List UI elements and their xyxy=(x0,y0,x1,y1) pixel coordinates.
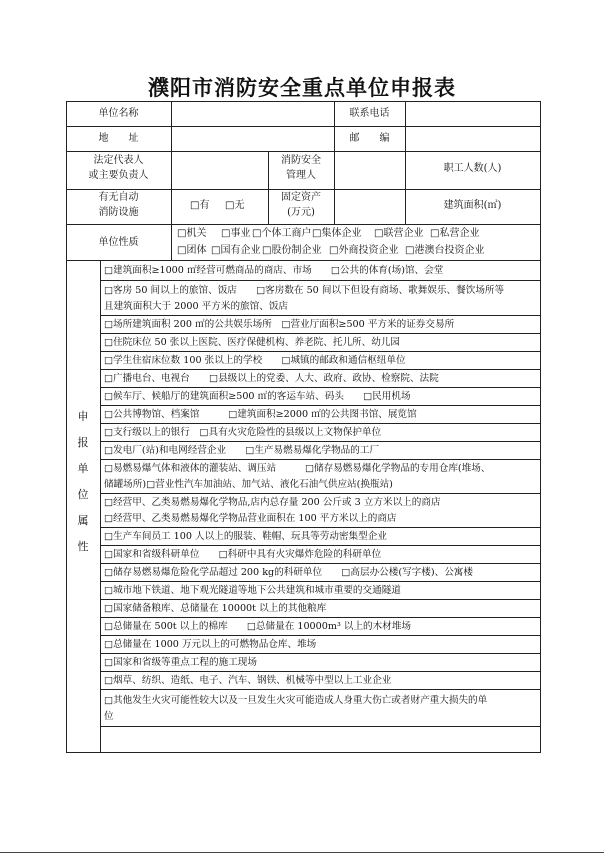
attributes-label-char: 性 xyxy=(77,540,89,553)
unit-nature-option[interactable]: □个体工商户 xyxy=(252,228,312,239)
address-label: 地 址 xyxy=(98,133,139,144)
attribute-option[interactable]: □发电厂(站)和电网经营企业 □生产易燃易爆化学物品的工厂 xyxy=(104,445,380,456)
attribute-option[interactable]: □生产车间员工 100 人以上的服装、鞋帽、玩具等劳动密集型企业 xyxy=(104,531,387,542)
auto-fire-label-2: 消防设施 xyxy=(98,207,139,218)
unit-nature-option[interactable]: □外商投资企业 xyxy=(329,245,399,256)
attributes-label-char: 位 xyxy=(77,488,89,501)
table-row-border xyxy=(66,189,541,190)
attribute-option[interactable]: □总储量在 1000 万元以上的可燃物品仓库、堆场 xyxy=(104,639,317,650)
attribute-row-border xyxy=(100,315,541,316)
attribute-option[interactable]: □候车厅、候船厅的建筑面积≥500 ㎡的客运车站、码头 □民用机场 xyxy=(104,391,411,402)
table-right-border xyxy=(540,101,541,753)
attribute-option[interactable]: □总储量在 500t 以上的棉库 □总储量在 10000m³ 以上的木材堆场 xyxy=(104,621,412,632)
attributes-section-label xyxy=(66,408,100,564)
attribute-row-border xyxy=(100,280,541,281)
legal-rep-field[interactable] xyxy=(172,152,267,188)
attribute-option[interactable]: 且建筑面积大于 2000 平方米的旅馆、饭店 xyxy=(104,301,289,312)
attribute-row-border xyxy=(100,369,541,370)
attribute-option[interactable]: □住院床位 50 张以上医院、医疗保健机构、养老院、托儿所、幼儿园 xyxy=(104,337,400,348)
contact-phone-label: 联系电话 xyxy=(349,108,390,119)
attribute-row-border xyxy=(100,405,541,406)
attribute-row-border xyxy=(100,635,541,636)
attribute-option[interactable]: □烟草、纺织、造纸、电子、汽车、钢铁、机械等中型以上工业企业 xyxy=(104,675,392,686)
fixed-assets-label: 固定资产 xyxy=(281,192,321,203)
fire-manager-label: 消防安全 xyxy=(281,155,321,166)
unit-nature-option[interactable]: □机关 xyxy=(177,228,207,239)
attribute-option[interactable]: □场所建筑面积 200 ㎡的公共娱乐场所 □营业厅面积≥500 平方米的证券交易所 xyxy=(104,319,455,330)
attribute-row-border xyxy=(100,441,541,442)
legal-rep-label: 法定代表人 xyxy=(93,155,144,166)
has-facility-no-checkbox[interactable]: □无 xyxy=(225,200,245,211)
unit-nature-option[interactable]: □团体 xyxy=(177,245,207,256)
attribute-row-border xyxy=(100,423,541,424)
fixed-assets-field[interactable] xyxy=(335,190,404,223)
attribute-option[interactable]: □支行级以上的银行 □具有火灾危险性的县级以上文物保护单位 xyxy=(104,427,382,438)
attribute-option[interactable]: □储存易燃易爆危险化学品超过 200 kg的科研单位 □高层办公楼(写字楼)、公寓楼 xyxy=(104,567,473,578)
attribute-option[interactable]: □公共博物馆、档案馆 □建筑面积≥2000 ㎡的公共图书馆、展览馆 xyxy=(104,409,417,420)
attribute-option[interactable]: 储罐场所)□营业性汽车加油站、加气站、液化石油气供应站(换瓶站) xyxy=(104,479,393,490)
attribute-option[interactable]: □经营甲、乙类易燃易爆化学物品营业面积在 100 平方米以上的商店 xyxy=(104,513,397,524)
address-field[interactable] xyxy=(172,127,333,150)
fixed-assets-label-2: (万元) xyxy=(287,207,315,218)
unit-nature-label: 单位性质 xyxy=(98,237,139,248)
attribute-row-border xyxy=(100,726,541,727)
table-bottom-border xyxy=(66,752,541,753)
unit-nature-option[interactable]: □港澳台投资企业 xyxy=(405,245,485,256)
unit-nature-option[interactable]: □私营企业 xyxy=(430,228,480,239)
fire-manager-label-2: 管理人 xyxy=(286,170,316,181)
unit-name-field[interactable] xyxy=(172,102,333,125)
attribute-row-border xyxy=(100,599,541,600)
attribute-row-border xyxy=(100,459,541,460)
attribute-row-border xyxy=(100,617,541,618)
attribute-option[interactable]: □国家和省级等重点工程的施工现场 xyxy=(104,657,257,668)
attributes-label-char: 单 xyxy=(77,462,89,475)
attributes-label-char: 属 xyxy=(77,514,89,527)
attribute-option[interactable]: □其他发生火灾可能性较大以及一旦发生火灾可能造成人身重大伤亡或者财产重大损失的单 xyxy=(104,695,488,706)
unit-nature-option[interactable]: □集体企业 xyxy=(312,228,362,239)
attribute-row-border xyxy=(100,581,541,582)
attribute-option[interactable]: □经营甲、乙类易燃易爆化学物品,店内总存量 200 公斤或 3 立方米以上的商店 xyxy=(104,497,441,508)
attribute-option[interactable]: □学生住宿床位数 100 张以上的学校 □城镇的邮政和通信枢纽单位 xyxy=(104,355,406,366)
table-row-border xyxy=(66,224,541,225)
page-bottom-rule xyxy=(0,852,604,853)
attribute-row-border xyxy=(100,333,541,334)
unit-nature-option[interactable]: □事业 xyxy=(221,228,251,239)
attribute-row-border xyxy=(100,563,541,564)
attribute-option[interactable]: □建筑面积≥1000 ㎡经营可燃商品的商店、市场 □公共的体育(场)馆、会堂 xyxy=(104,265,444,276)
contact-phone-field[interactable] xyxy=(406,102,539,125)
postcode-label: 邮 编 xyxy=(349,133,390,144)
attribute-row-border xyxy=(100,689,541,690)
attribute-option[interactable]: □广播电台、电视台 □县级以上的党委、人大、政府、政协、检察院、法院 xyxy=(104,373,439,384)
table-row-border xyxy=(66,151,541,152)
attribute-option[interactable]: 位 xyxy=(104,711,114,722)
attribute-option[interactable]: □客房 50 间以上的旅馆、饭店 □客房数在 50 间以下但设有商场、歌舞娱乐、餐饮场所等 xyxy=(104,285,505,296)
attribute-option[interactable]: □国家和省级科研单位 □科研中具有火灾爆炸危险的科研单位 xyxy=(104,549,382,560)
unit-nature-option[interactable]: □联营企业 xyxy=(374,228,424,239)
building-area-label: 建筑面积(㎡) xyxy=(443,200,502,211)
page-title: 濮阳市消防安全重点单位申报表 xyxy=(148,75,456,100)
legal-rep-label-2: 或主要负责人 xyxy=(88,170,149,181)
attribute-option[interactable]: □国家储备粮库、总储量在 10000t 以上的其他粮库 xyxy=(104,603,327,614)
attributes-label-char: 申 xyxy=(77,410,89,423)
attributes-label-char: 报 xyxy=(77,436,89,449)
has-facility-yes-checkbox[interactable]: □有 xyxy=(190,200,210,211)
attribute-option[interactable]: □易燃易爆气体和液体的灌装站、调压站 □储存易燃易爆化学物品的专用仓库(堆场、 xyxy=(104,463,491,474)
attribute-option[interactable]: □城市地下铁道、地下观光隧道等地下公共建筑和城市重要的交通隧道 xyxy=(104,585,401,596)
postcode-field[interactable] xyxy=(406,127,539,150)
fire-manager-field[interactable] xyxy=(335,152,404,188)
employees-label: 职工人数(人) xyxy=(443,163,502,174)
attribute-row-border xyxy=(100,545,541,546)
unit-nature-option[interactable]: □股份制企业 xyxy=(262,245,322,256)
attribute-row-border xyxy=(100,387,541,388)
attribute-row-border xyxy=(100,527,541,528)
table-row-border xyxy=(66,260,541,261)
unit-nature-option[interactable]: □国有企业 xyxy=(211,245,261,256)
attribute-row-border xyxy=(100,351,541,352)
auto-fire-label: 有无自动 xyxy=(98,192,139,203)
attribute-row-border xyxy=(100,671,541,672)
unit-name-label: 单位名称 xyxy=(98,108,139,119)
table-rule xyxy=(171,224,172,261)
attribute-row-border xyxy=(100,493,541,494)
attribute-row-border xyxy=(100,653,541,654)
